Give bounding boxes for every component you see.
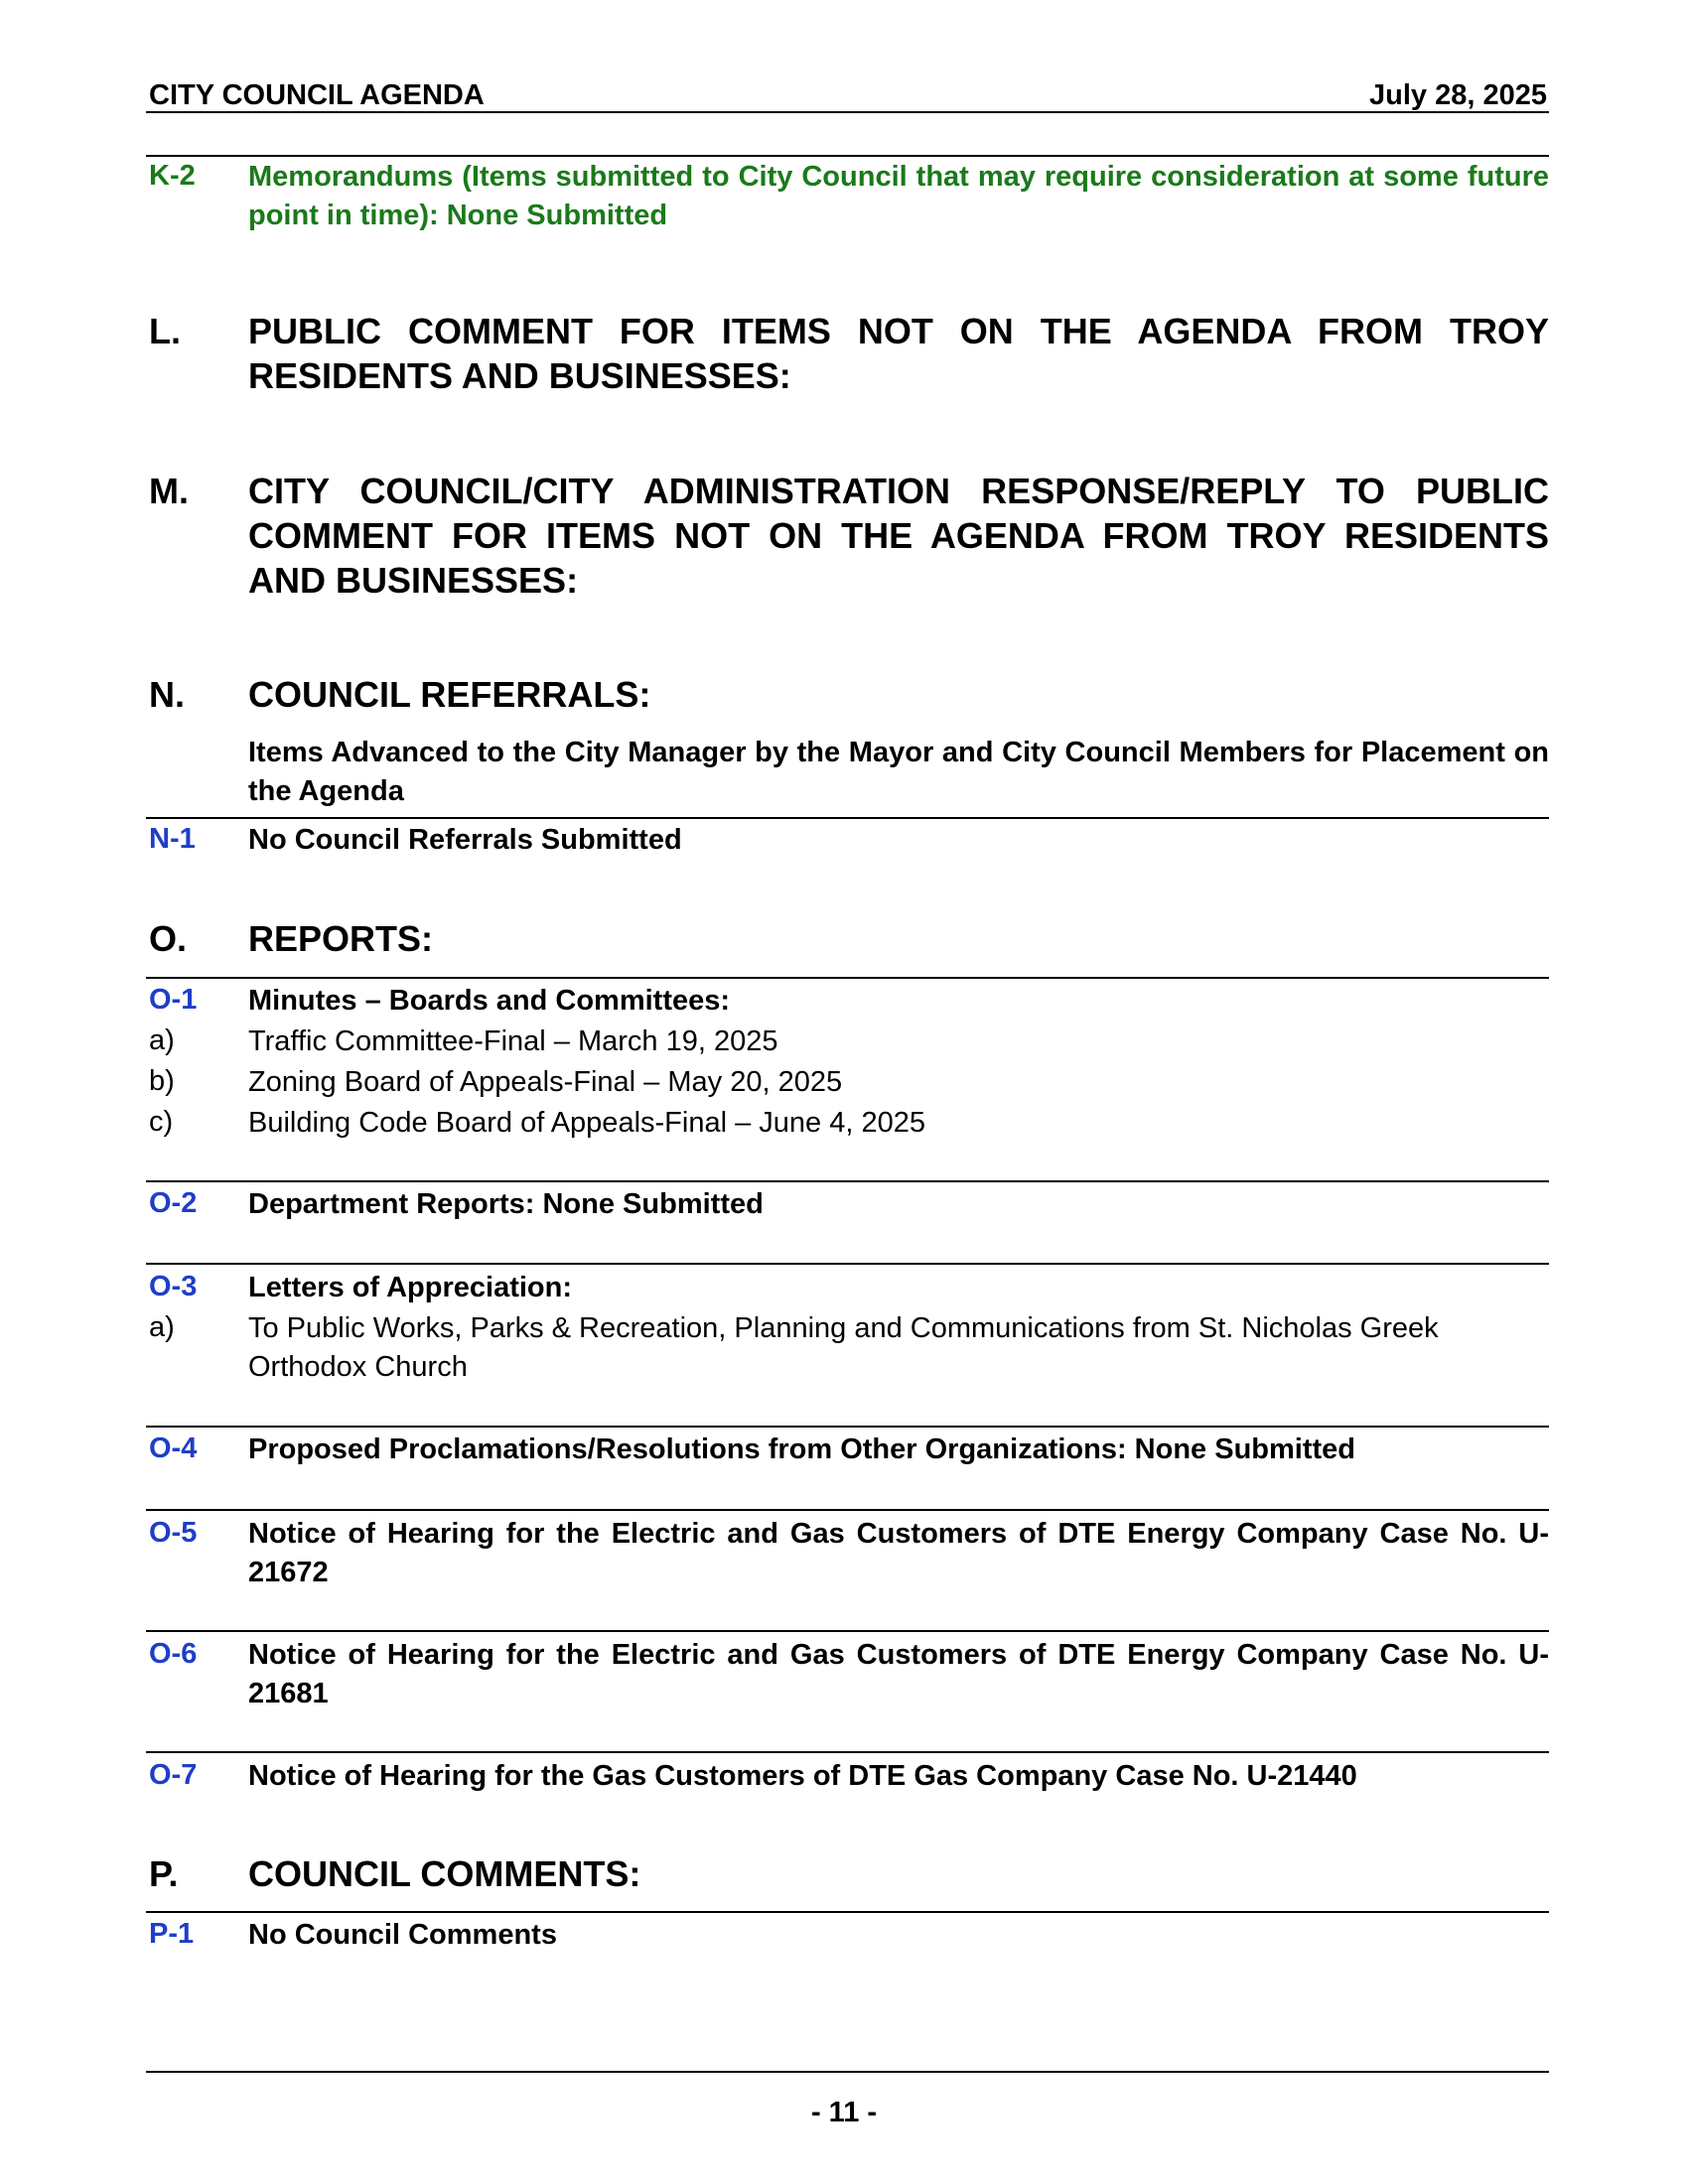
item-o1-text: Minutes – Boards and Committees: (248, 985, 731, 1017)
sub-item-text: Zoning Board of Appeals-Final – May 20, 2025 (248, 1066, 843, 1098)
divider (146, 1751, 1549, 1753)
item-code-o1: O-1 (149, 984, 198, 1016)
item-o7-text: Notice of Hearing for the Gas Customers of DTE Gas Company Case No. U-21440 (248, 1760, 1357, 1792)
section-letter-l: L. (149, 311, 181, 351)
item-o2-text: Department Reports: None Submitted (248, 1188, 764, 1220)
sub-item-text: Traffic Committee-Final – March 19, 2025 (248, 1025, 778, 1057)
header-title: CITY COUNCIL AGENDA (149, 79, 485, 111)
item-code-o6: O-6 (149, 1638, 198, 1670)
item-o6-text: Notice of Hearing for the Electric and Gas Customers of DTE Energy Company Case No. U-21681 (248, 1639, 1549, 1709)
footer-rule (146, 2071, 1549, 2073)
divider (146, 1426, 1549, 1428)
section-title-p: COUNCIL COMMENTS: (248, 1853, 641, 1894)
sub-item-text: To Public Works, Parks & Recreation, Planning and Communications from St. Nicholas Greek Orthodox Church (248, 1312, 1439, 1383)
sub-item-letter: b) (149, 1065, 175, 1097)
divider (146, 1263, 1549, 1265)
divider (146, 1180, 1549, 1182)
item-code-o2: O-2 (149, 1187, 198, 1219)
section-title-l: PUBLIC COMMENT FOR ITEMS NOT ON THE AGENDA FROM TROY RESIDENTS AND BUSINESSES: (248, 311, 1549, 396)
section-title-m: CITY COUNCIL/CITY ADMINISTRATION RESPONSE/REPLY TO PUBLIC COMMENT FOR ITEMS NOT ON THE AGENDA FROM TROY RESIDENTS AND BUSINESSES: (248, 471, 1549, 601)
item-n1-text: No Council Referrals Submitted (248, 824, 682, 856)
header-rule (146, 111, 1549, 113)
divider (146, 1911, 1549, 1913)
item-o4-text: Proposed Proclamations/Resolutions from Other Organizations: None Submitted (248, 1433, 1356, 1465)
page-number: - 11 - (810, 2097, 878, 2128)
divider (146, 1630, 1549, 1632)
item-code-o5: O-5 (149, 1517, 198, 1549)
divider (146, 155, 1549, 157)
section-title-n: COUNCIL REFERRALS: (248, 674, 651, 715)
divider (146, 817, 1549, 819)
item-p1-text: No Council Comments (248, 1919, 557, 1951)
item-o5-text: Notice of Hearing for the Electric and Gas Customers of DTE Energy Company Case No. U-21672 (248, 1518, 1549, 1588)
sub-item-text: Building Code Board of Appeals-Final – June 4, 2025 (248, 1107, 925, 1139)
sub-item-letter: a) (149, 1311, 175, 1343)
item-code-n1: N-1 (149, 823, 196, 855)
section-title-o: REPORTS: (248, 918, 434, 959)
sub-item-letter: c) (149, 1106, 174, 1138)
item-code-o7: O-7 (149, 1759, 198, 1791)
section-letter-m: M. (149, 471, 189, 511)
section-letter-o: O. (149, 918, 188, 959)
item-o3-text: Letters of Appreciation: (248, 1272, 573, 1303)
item-k2-text: Memorandums (Items submitted to City Council that may require consideration at some future point in time): None Submitted (248, 161, 1549, 231)
item-code-p1: P-1 (149, 1918, 195, 1950)
sub-item-letter: a) (149, 1024, 175, 1056)
divider (146, 1509, 1549, 1511)
section-subtitle-n: Items Advanced to the City Manager by the Mayor and City Council Members for Placement on the Agenda (248, 737, 1549, 807)
item-code-o4: O-4 (149, 1433, 198, 1464)
section-letter-p: P. (149, 1853, 179, 1894)
header-date: July 28, 2025 (1369, 79, 1547, 111)
item-code-o3: O-3 (149, 1271, 198, 1302)
section-letter-n: N. (149, 674, 185, 715)
item-code-k2: K-2 (149, 160, 196, 192)
divider (146, 977, 1549, 979)
